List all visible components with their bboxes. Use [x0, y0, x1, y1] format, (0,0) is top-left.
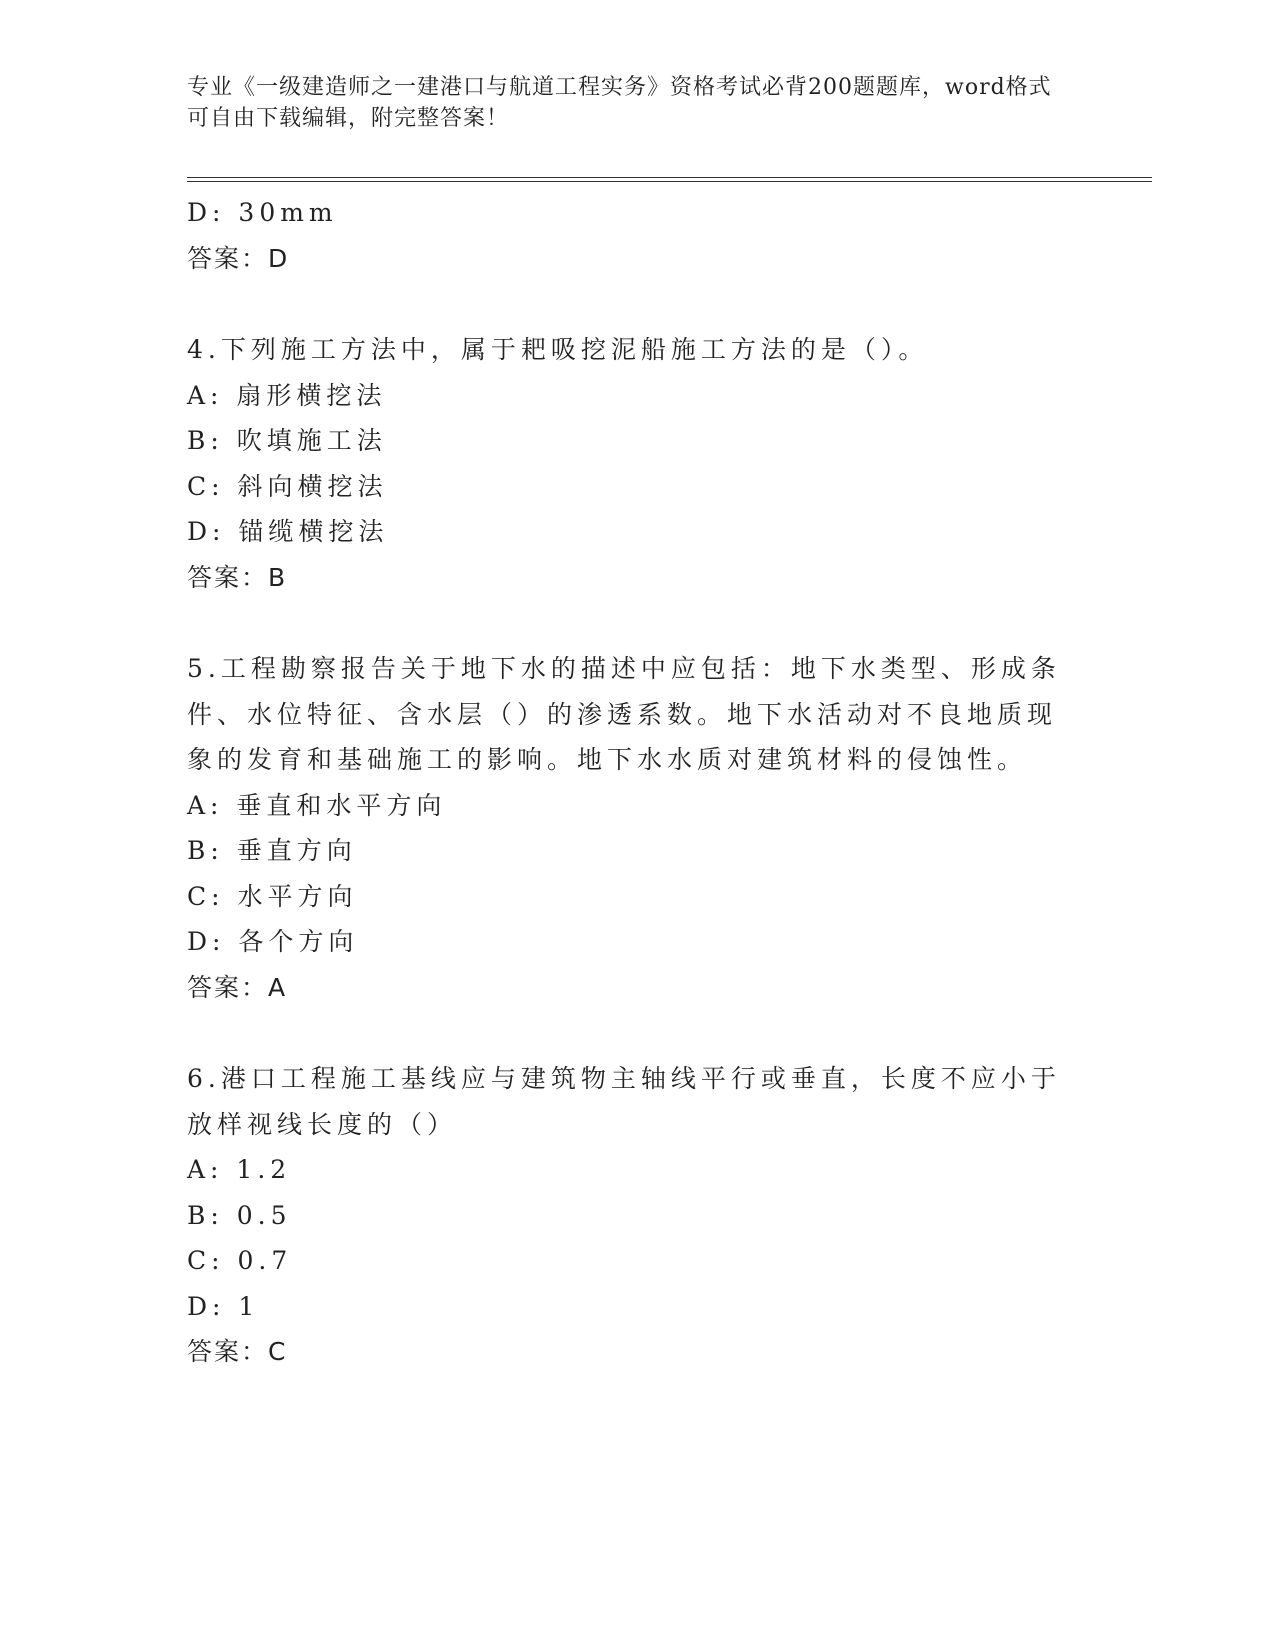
document-body — [187, 190, 1067, 1375]
option-d: D: 1 — [187, 1291, 260, 1321]
option-a: A: 垂直和水平方向 — [187, 790, 447, 820]
answer: 答案：D — [187, 243, 290, 273]
option-b: B: 0.5 — [187, 1200, 292, 1230]
option-a: A: 1.2 — [187, 1155, 292, 1184]
option-b: B: 垂直方向 — [187, 836, 357, 865]
answer: 答案：A — [187, 972, 288, 1002]
answer: 答案：B — [187, 562, 288, 592]
option-d: D: 锚缆横挖法 — [187, 517, 389, 546]
question-stem: 5.工程勘察报告关于地下水的描述中应包括：地下水类型、形成条件、水位特征、含水层（）的渗透系数。地下水活动对不良地质现象的发育和基础施工的影响。地下水水质对建筑材料的侵蚀性。 — [187, 654, 1061, 774]
question-4 — [187, 327, 1067, 600]
question-stem: 4.下列施工方法中，属于耙吸挖泥船施工方法的是（）。 — [187, 335, 929, 364]
option-c: C: 斜向横挖法 — [187, 471, 388, 501]
header-divider — [187, 177, 1152, 182]
option-d: D: 各个方向 — [187, 927, 359, 956]
option-a: A: 扇形横挖法 — [187, 380, 387, 410]
question-5 — [187, 646, 1067, 1010]
question-6 — [187, 1056, 1067, 1375]
option-c: C: 水平方向 — [187, 881, 358, 911]
question-3-tail — [187, 190, 1067, 281]
option-b: B: 吹填施工法 — [187, 426, 387, 455]
page-header: 专业《一级建造师之一建港口与航道工程实务》资格考试必背200题题库，word格式可自由下载编辑，附完整答案！ — [187, 75, 1052, 131]
question-stem: 6.港口工程施工基线应与建筑物主轴线平行或垂直，长度不应小于放样视线长度的（） — [187, 1064, 1061, 1139]
option-c: C: 0.7 — [187, 1246, 293, 1275]
option-d: D: 30mm — [187, 198, 338, 227]
answer: 答案：C — [187, 1337, 288, 1366]
